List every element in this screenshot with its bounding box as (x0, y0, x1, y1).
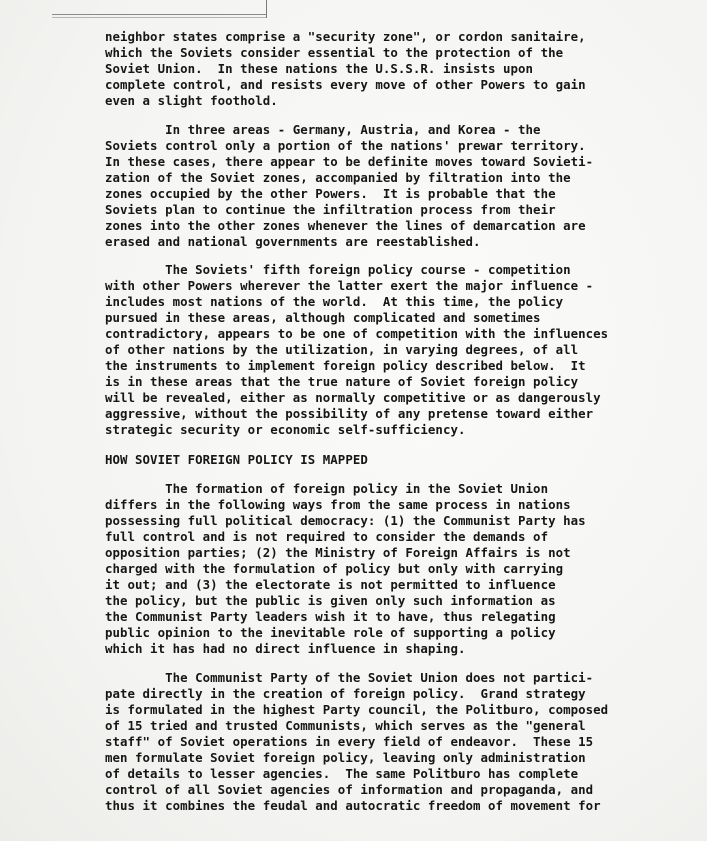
text-line: is formulated in the highest Party council, the Politburo, composed (105, 702, 609, 717)
text-line: zation of the Soviet zones, accompanied by filtration into the (105, 170, 571, 185)
top-rule-double (52, 17, 266, 18)
text-line: public opinion to the inevitable role of supporting a policy (105, 625, 556, 640)
text-line: strategic security or economic self-sufficiency. (105, 422, 466, 437)
text-line: of 15 tried and trusted Communists, which serves as the "general (105, 718, 586, 733)
text-line: the policy, but the public is given only such information as (105, 593, 556, 608)
text-line: Soviets plan to continue the infiltration process from their (105, 202, 556, 217)
text-line: it out; and (3) the electorate is not permitted to influence (105, 577, 556, 592)
text-line: of other nations by the utilization, in varying degrees, of all (105, 342, 579, 357)
text-line: full control and is not required to consider the demands of (105, 529, 549, 544)
text-line: the instruments to implement foreign policy described below. It (105, 358, 586, 373)
text-line: the Communist Party leaders wish it to have, thus relegating (105, 609, 556, 624)
text-line: opposition parties; (2) the Ministry of Foreign Affairs is not (105, 545, 571, 560)
text-line: thus it combines the feudal and autocratic freedom of movement for (105, 798, 601, 813)
text-line: pursued in these areas, although complicated and sometimes (105, 310, 541, 325)
text-line: includes most nations of the world. At this time, the policy (105, 294, 564, 309)
text-line: with other Powers wherever the latter exert the major influence - (105, 278, 594, 293)
text-line: The formation of foreign policy in the Soviet Union (105, 481, 549, 496)
text-line: Soviets control only a portion of the nations' prewar territory. (105, 138, 586, 153)
text-line: Soviet Union. In these nations the U.S.S.R. insists upon (105, 61, 534, 76)
text-line: The Soviets' fifth foreign policy course - competition (105, 262, 571, 277)
text-line: control of all Soviet agencies of information and propaganda, and (105, 782, 594, 797)
text-line: differs in the following ways from the same process in nations (105, 497, 571, 512)
top-margin-mark (266, 0, 267, 18)
text-line: complete control, and resists every move of other Powers to gain (105, 77, 586, 92)
text-line: will be revealed, either as normally competitive or as dangerously (105, 390, 601, 405)
section-heading: HOW SOVIET FOREIGN POLICY IS MAPPED (105, 452, 368, 467)
text-line: In these cases, there appear to be definite moves toward Sovieti- (105, 154, 594, 169)
text-line: which the Soviets consider essential to the protection of the (105, 45, 564, 60)
text-line: men formulate Soviet foreign policy, leaving only administration (105, 750, 586, 765)
text-line: zones into the other zones whenever the lines of demarcation are (105, 218, 586, 233)
text-line: aggressive, without the possibility of any pretense toward either (105, 406, 594, 421)
text-line: staff" of Soviet operations in every field of endeavor. These 15 (105, 734, 594, 749)
text-line: of details to lesser agencies. The same Politburo has complete (105, 766, 579, 781)
text-line: which it has had no direct influence in shaping. (105, 641, 466, 656)
text-line: zones occupied by the other Powers. It is probable that the (105, 186, 556, 201)
text-line: contradictory, appears to be one of competition with the influences (105, 326, 609, 341)
text-line: erased and national governments are reestablished. (105, 234, 481, 249)
text-line: The Communist Party of the Soviet Union does not partici- (105, 670, 594, 685)
text-line: is in these areas that the true nature of Soviet foreign policy (105, 374, 579, 389)
text-line: In three areas - Germany, Austria, and Korea - the (105, 122, 541, 137)
text-line: even a slight foothold. (105, 93, 278, 108)
text-line: possessing full political democracy: (1) the Communist Party has (105, 513, 586, 528)
text-line: pate directly in the creation of foreign policy. Grand strategy (105, 686, 586, 701)
text-line: charged with the formulation of policy but only with carrying (105, 561, 564, 576)
text-line: neighbor states comprise a "security zone", or cordon sanitaire, (105, 29, 586, 44)
top-rule (52, 14, 266, 15)
